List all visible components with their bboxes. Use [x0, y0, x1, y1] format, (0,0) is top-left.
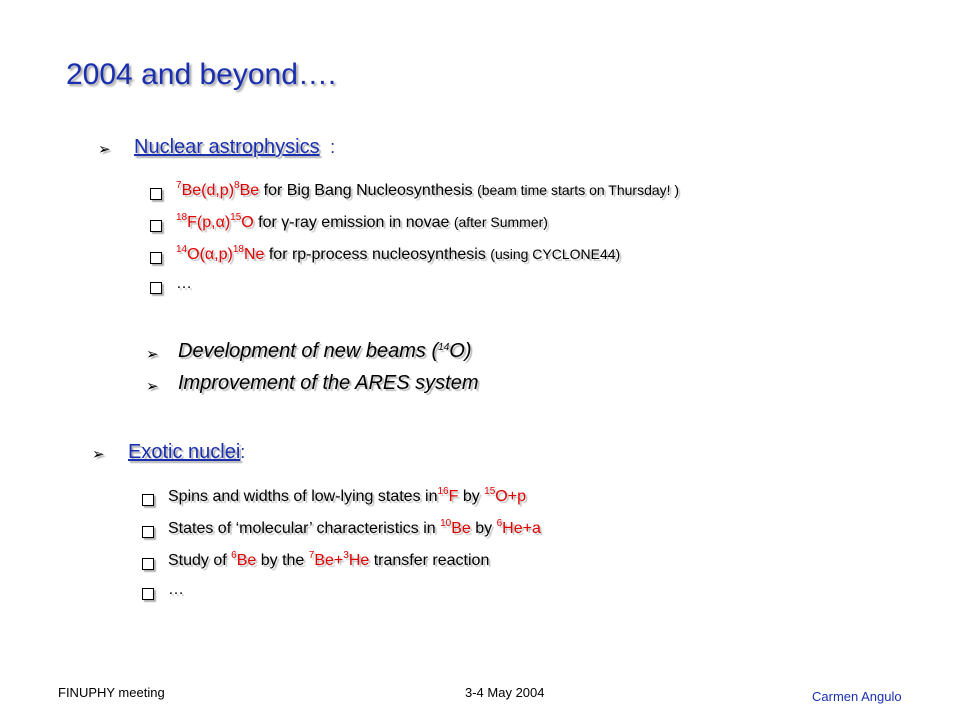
square-bullet-icon	[150, 252, 162, 264]
section-heading-exotic-nuclei[interactable]	[128, 441, 245, 464]
arrow-bullet-icon: ➢	[146, 346, 159, 363]
arrow-bullet-icon: ➢	[92, 446, 105, 463]
list-item: $^7Be(d,p)^8Be$ for Big Bang Nucleosynthesis (beam time starts on Thursday! )	[176, 180, 680, 199]
footer-meeting: FINUPHY meeting	[58, 685, 165, 700]
list-item: Spins and widths of low-lying states $in^{16}F$ by $^{15}$O+p	[168, 486, 526, 505]
square-bullet-icon	[142, 588, 154, 600]
footer-author: Carmen Angulo	[812, 689, 902, 704]
heading-colon: :	[240, 442, 246, 462]
square-bullet-icon	[150, 188, 162, 200]
square-bullet-icon	[150, 282, 162, 294]
page-title: 2004 and beyond….	[66, 58, 337, 91]
sub-point-improvement: Improvement of the ARES system	[178, 372, 479, 394]
arrow-bullet-icon: ➢	[98, 141, 111, 158]
square-bullet-icon	[142, 558, 154, 570]
section-heading-nuclear-astrophysics[interactable]	[134, 136, 335, 159]
list-item-ellipsis: …	[176, 275, 192, 292]
list-item-ellipsis: …	[168, 581, 184, 598]
sub-point-development: Development of new beams ($^{14}$O)	[178, 340, 472, 362]
square-bullet-icon	[142, 526, 154, 538]
list-item: $^{14}O(\alpha,p)^{18}Ne$ for rp-process nucleosynthesis (using CYCLONE44)	[176, 244, 621, 263]
list-item: Study of $^6$Be by the $^7$Be+$^3$He transfer reaction	[168, 550, 490, 569]
section-heading-link[interactable]: Exotic nuclei	[128, 441, 241, 463]
square-bullet-icon	[142, 494, 154, 506]
section-heading-link[interactable]: Nuclear astrophysics	[134, 136, 320, 158]
arrow-bullet-icon: ➢	[146, 378, 159, 395]
footer-date: 3-4 May 2004	[465, 685, 545, 700]
list-item: $^{18}F(p,\alpha)^{15}O$ for γ-ray emission in novae (after Summer)	[176, 212, 548, 231]
heading-colon: :	[330, 137, 336, 157]
square-bullet-icon	[150, 220, 162, 232]
list-item: States of ‘molecular’ characteristics in $^{10}$Be by $^6$He+a	[168, 518, 541, 537]
